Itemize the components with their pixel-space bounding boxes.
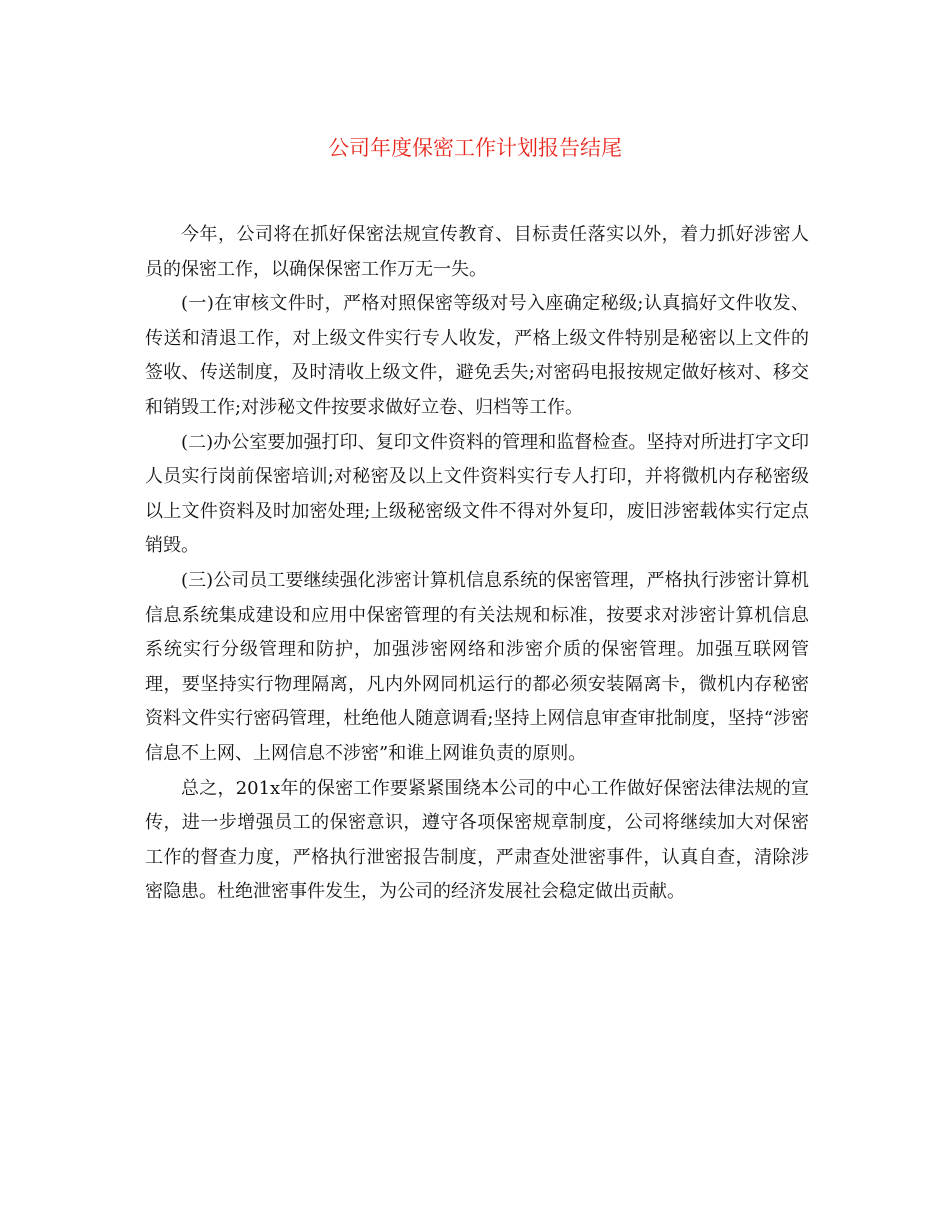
paragraph-item-3: (三)公司员工要继续强化涉密计算机信息系统的保密管理，严格执行涉密计算机信息系统集成建设和应用中保密管理的有关法规和标准，按要求对涉密计算机信息系统实行分级管理和防护，加强涉密网络和涉密介质的保密管理。加强互联网管理，要坚持实行物理隔离，凡内外网同机运行的都必须安装隔离卡，微机内存秘密资料文件实行密码管理，杜绝他人随意调看;坚持上网信息审查审批制度，坚持“涉密信息不上网、上网信息不涉密”和谁上网谁负责的原则。 — [145, 569, 809, 764]
paragraph-item-1: (一)在审核文件时，严格对照保密等级对号入座确定秘级;认真搞好文件收发、传送和清退工作，对上级文件实行专人收发，严格上级文件特别是秘密以上文件的签收、传送制度，及时清收上级文件，避免丢失;对密码电报按规定做好核对、移交和销毁工作;对涉秘文件按要求做好立卷、归档等工作。 — [145, 293, 809, 418]
document-body — [145, 218, 809, 910]
paragraph-intro: 今年，公司将在抓好保密法规宣传教育、目标责任落实以外，着力抓好涉密人员的保密工作，以确保保密工作万无一失。 — [145, 224, 809, 280]
paragraph-item-2: (二)办公室要加强打印、复印文件资料的管理和监督检查。坚持对所进打字文印人员实行岗前保密培训;对秘密及以上文件资料实行专人打印，并将微机内存秘密级以上文件资料及时加密处理;上级秘密级文件不得对外复印，废旧涉密载体实行定点销毁。 — [145, 431, 809, 557]
paragraph-conclusion: 总之，201x年的保密工作要紧紧围绕本公司的中心工作做好保密法律法规的宣传，进一步增强员工的保密意识，遵守各项保密规章制度，公司将继续加大对保密工作的督查力度，严格执行泄密报告制度，严肃查处泄密事件，认真自查，清除涉密隐患。杜绝泄密事件发生，为公司的经济发展社会稳定做出贡献。 — [145, 777, 809, 903]
document-title: 公司年度保密工作计划报告结尾 — [328, 136, 622, 160]
